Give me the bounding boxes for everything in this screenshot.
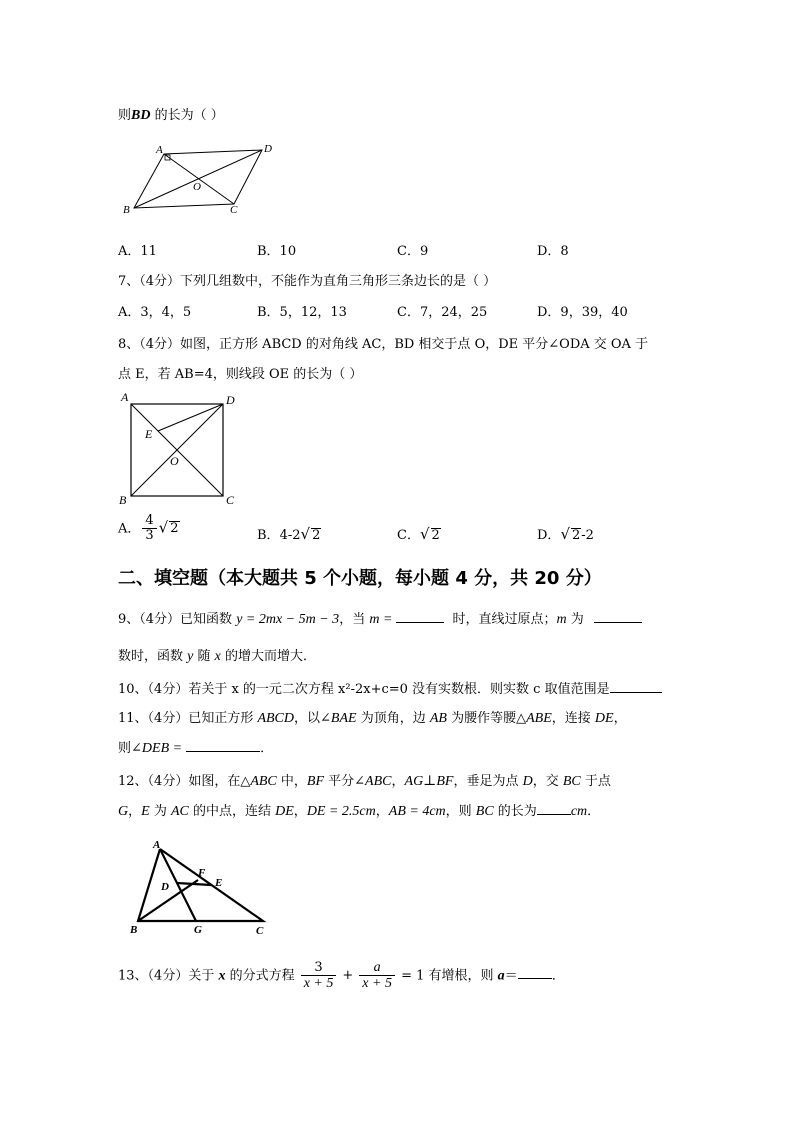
- var: BC: [562, 774, 581, 789]
- var: G: [118, 804, 129, 819]
- plus: +: [342, 968, 354, 984]
- var: AG⊥BF: [404, 774, 454, 789]
- q7-option-b: B．5，12，13: [257, 305, 347, 320]
- question-7-stem: 7、（4分）下列几组数中，不能作为直角三角形三条边长的是（ ）: [118, 274, 497, 289]
- text: 的增大而增大．: [220, 649, 316, 664]
- var: ABE: [526, 711, 552, 726]
- m-eq: m =: [369, 612, 393, 627]
- option-label: A．: [118, 521, 141, 537]
- question-12-line2: [118, 800, 600, 820]
- text: 中，: [276, 774, 307, 789]
- answer-blank[interactable]: [537, 802, 571, 815]
- text: 为: [566, 612, 584, 627]
- option-label: D．: [537, 528, 561, 543]
- q8-option-a: A． $\frac{4}{3}$ √ 2: [118, 513, 179, 544]
- var: DEB: [141, 741, 170, 756]
- text: 为: [149, 804, 171, 819]
- text: 11、（4分）已知正方形: [118, 711, 258, 726]
- text: 为腰作等腰△: [446, 711, 527, 726]
- q6-option-b: B．10: [257, 244, 297, 259]
- frac-num: 3: [301, 961, 337, 976]
- label-o: O: [170, 454, 179, 468]
- q6-option-a: A．11: [118, 244, 157, 259]
- label-e: E: [215, 877, 223, 889]
- question-12-line1: [118, 770, 611, 790]
- question-8-line1: 8、（4分）如图，正方形 ABCD 的对角线 AC，BD 相交于点 O，DE 平分∠ODA 交 OA 于: [118, 337, 649, 352]
- var: D: [522, 774, 533, 789]
- question-9-line2: [118, 645, 316, 665]
- triangle-figure: [128, 836, 278, 938]
- var: BAE: [330, 711, 357, 726]
- text: ，: [391, 774, 405, 789]
- text: 数时，函数: [118, 649, 188, 664]
- text: -2: [581, 528, 594, 543]
- text: ，以∠: [294, 711, 331, 726]
- text: 的长为: [493, 804, 537, 819]
- var-y: y: [187, 649, 194, 664]
- label-a: A: [153, 839, 161, 851]
- label-b: B: [123, 204, 130, 216]
- text: ，: [128, 804, 142, 819]
- q8-option-b: B．4-2√ 2: [257, 525, 321, 543]
- text: ，: [293, 804, 307, 819]
- label-b: B: [130, 924, 138, 936]
- question-8-line2: 点 E，若 AB=4，则线段 OE 的长为（ ）: [118, 367, 363, 382]
- text: 则∠: [118, 741, 142, 756]
- label-c: C: [230, 204, 238, 216]
- text: 13、（4分）关于: [118, 968, 219, 984]
- option-label: C．: [397, 528, 420, 543]
- q6-option-d: D．8: [537, 244, 569, 259]
- var: ABC: [250, 774, 277, 789]
- var-bd: BD: [131, 108, 151, 123]
- frac-den: 3: [145, 528, 154, 544]
- text: 4-2: [279, 528, 301, 543]
- var-x: x: [214, 649, 221, 664]
- question-11-line1: [118, 707, 627, 727]
- var: ABC: [365, 774, 392, 789]
- label-f: F: [198, 867, 206, 879]
- label-b: B: [119, 493, 127, 507]
- frac-num: a: [359, 960, 395, 976]
- label-d: D: [226, 393, 235, 407]
- frac-den: x + 5: [362, 976, 392, 992]
- answer-blank[interactable]: [518, 966, 552, 979]
- section-heading: 二、填空题（本大题共 5 个小题，每小题 4 分，共 20 分）: [118, 568, 602, 589]
- label-o: O: [193, 181, 201, 193]
- text: 的长为（ ）: [150, 108, 224, 123]
- expr: DE = 2.5cm: [306, 804, 376, 819]
- q8-option-d: D．√ 2-2: [537, 525, 594, 543]
- answer-blank[interactable]: [610, 680, 662, 693]
- text: ．: [587, 804, 601, 819]
- q7-option-d: D．9，39，40: [537, 305, 628, 320]
- text: ，则: [445, 804, 476, 819]
- text: 的中点，连结: [188, 804, 276, 819]
- expr: AB = 4cm: [388, 804, 446, 819]
- text: 12、（4分）如图，在△: [118, 774, 251, 789]
- text: ．: [260, 741, 274, 756]
- text: 为顶角，边: [356, 711, 430, 726]
- question-10: [118, 678, 662, 697]
- label-d: D: [264, 143, 272, 155]
- unit: cm: [570, 804, 588, 819]
- label-e: E: [145, 427, 153, 441]
- var: ABCD: [257, 711, 295, 726]
- question-11-line2: [118, 737, 273, 757]
- text: =: [169, 741, 183, 756]
- answer-blank[interactable]: [396, 610, 444, 623]
- text: 于点: [580, 774, 611, 789]
- square-figure: [116, 388, 246, 510]
- option-label: B．: [257, 528, 280, 543]
- var: BC: [475, 804, 494, 819]
- text: 9、（4分）已知函数: [118, 612, 237, 627]
- label-g: G: [194, 924, 202, 936]
- q7-option-c: C．7，24，25: [397, 305, 488, 320]
- text: ，连接: [551, 711, 595, 726]
- q7-option-a: A．3，4，5: [118, 305, 192, 320]
- sqrt-arg: 2: [572, 528, 581, 543]
- answer-blank[interactable]: [594, 610, 642, 623]
- text: 平分∠: [324, 774, 366, 789]
- q6-option-c: C．9: [397, 244, 429, 259]
- label-a: A: [156, 144, 163, 156]
- question-9-line1: [118, 608, 642, 628]
- var: DE: [275, 804, 294, 819]
- text: 随: [193, 649, 215, 664]
- text: ，: [375, 804, 389, 819]
- var-a: a: [497, 968, 505, 984]
- var: DE: [594, 711, 614, 726]
- answer-blank[interactable]: [186, 739, 260, 752]
- text: ，: [613, 711, 627, 726]
- sqrt-arg: 2: [170, 521, 179, 537]
- frac-den: x + 5: [303, 975, 334, 991]
- text: 则: [118, 108, 132, 123]
- text: ，当: [339, 612, 370, 627]
- question-6-stem-tail: [118, 104, 224, 124]
- frac-num: 4: [142, 514, 156, 529]
- section-title: [118, 564, 602, 590]
- text: ．: [551, 968, 565, 984]
- sqrt-arg: 2: [312, 528, 321, 543]
- text: 10、（4分）若关于 x 的一元二次方程 x²-2x+c=0 没有实数根．则实数 c 取值范围是: [118, 682, 610, 697]
- label-a: A: [121, 390, 129, 404]
- q8-option-c: C．√ 2: [397, 525, 440, 543]
- text: = 1 有增根，则: [401, 968, 498, 984]
- var: BF: [306, 774, 325, 789]
- var-m: m: [556, 612, 567, 627]
- var-x: x: [218, 968, 226, 984]
- text: 时，直线过原点；: [448, 612, 557, 627]
- text: ，垂足为点: [453, 774, 523, 789]
- text: ＝: [504, 968, 518, 984]
- function-expr: y = 2mx − 5m − 3: [236, 612, 340, 627]
- sqrt-arg: 2: [431, 528, 440, 543]
- var: E: [141, 804, 150, 819]
- text: ，交: [532, 774, 563, 789]
- var: AB: [429, 711, 447, 726]
- label-c: C: [256, 925, 264, 937]
- question-13: [118, 960, 565, 992]
- var: AC: [170, 804, 189, 819]
- parallelogram-figure: [118, 138, 278, 218]
- label-d: D: [161, 881, 169, 893]
- label-c: C: [226, 493, 235, 507]
- text: 的分式方程: [225, 968, 299, 984]
